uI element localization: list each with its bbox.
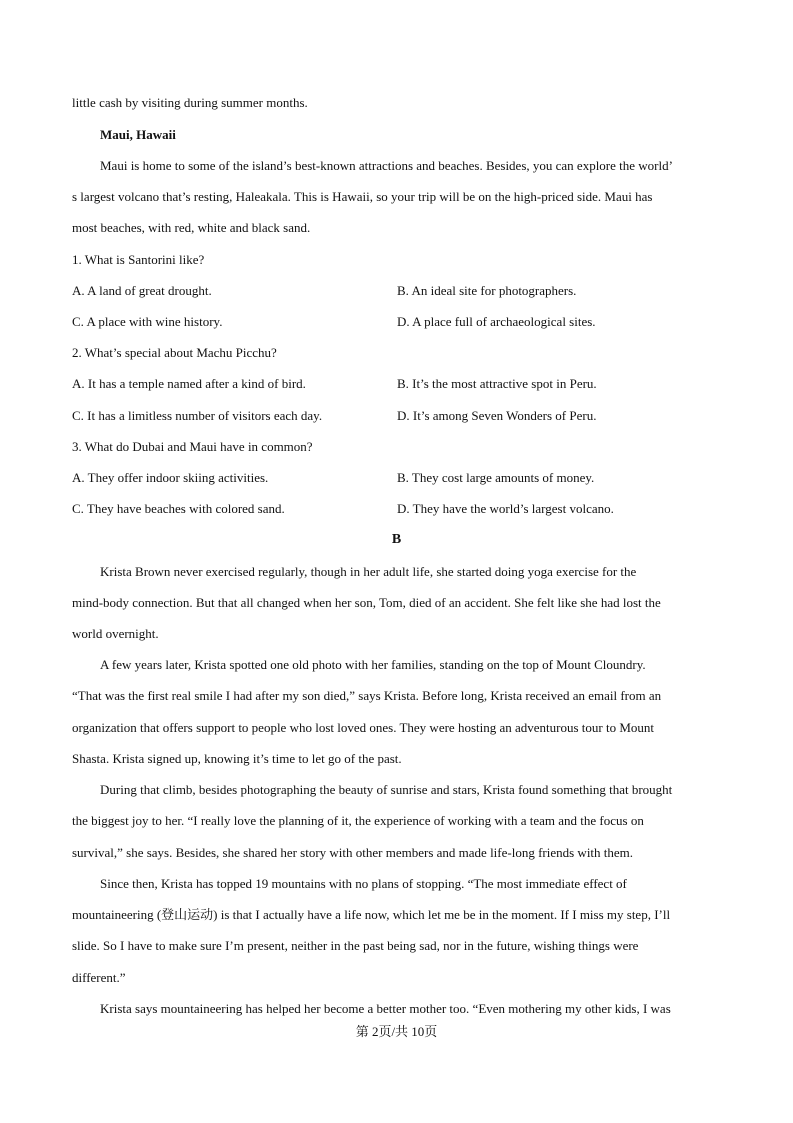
question-3-option-b: B. They cost large amounts of money. — [397, 470, 595, 485]
question-2-option-d: D. It’s among Seven Wonders of Peru. — [397, 408, 597, 423]
section-b-line-2: mind-body connection. But that all changed when her son, Tom, died of an accident. She felt like she had lost the — [72, 595, 661, 610]
section-b-line-10: survival,” she says. Besides, she shared her story with other members and made life-long friends with them. — [72, 845, 634, 860]
maui-heading: Maui, Hawaii — [100, 127, 176, 142]
question-2-option-b: B. It’s the most attractive spot in Peru. — [397, 376, 597, 391]
section-b-line-1: Krista Brown never exercised regularly, though in her adult life, she started doing yoga exercise for the — [100, 564, 637, 579]
section-b-line-12: mountaineering (登山运动) is that I actually have a life now, which let me be in the moment. If I miss my step, I’ll — [72, 907, 671, 922]
question-1-stem: 1. What is Santorini like? — [72, 252, 205, 267]
section-b-line-3: world overnight. — [72, 626, 159, 641]
question-2-option-a: A. It has a temple named after a kind of bird. — [72, 376, 306, 391]
section-b-line-5: “That was the first real smile I had after my son died,” says Krista. Before long, Krista received an email from an — [72, 688, 662, 703]
section-b-line-11: Since then, Krista has topped 19 mountains with no plans of stopping. “The most immediate effect of — [100, 876, 627, 891]
question-1-option-d: D. A place full of archaeological sites. — [397, 314, 596, 329]
question-3-option-a: A. They offer indoor skiing activities. — [72, 470, 269, 485]
question-3-option-d: D. They have the world’s largest volcano. — [397, 501, 614, 516]
question-1-option-b: B. An ideal site for photographers. — [397, 283, 577, 298]
section-b-line-6: organization that offers support to people who lost loved ones. They were hosting an adventurous tour to Mount — [72, 720, 655, 735]
section-b-heading: B — [391, 532, 402, 547]
section-b-line-9: the biggest joy to her. “I really love the planning of it, the experience of working with a team and the focus on — [72, 813, 644, 828]
maui-line-2: s largest volcano that’s resting, Haleakala. This is Hawaii, so your trip will be on the high-priced side. Maui has — [72, 189, 653, 204]
question-3-option-c: C. They have beaches with colored sand. — [72, 501, 285, 516]
section-b-line-4: A few years later, Krista spotted one old photo with her families, standing on the top of Mount Cloundry. — [100, 657, 646, 672]
question-1-option-c: C. A place with wine history. — [72, 314, 223, 329]
maui-line-3: most beaches, with red, white and black sand. — [72, 220, 311, 235]
section-b-line-8: During that climb, besides photographing the beauty of sunrise and stars, Krista found something that brought — [100, 782, 673, 797]
section-b-line-15: Krista says mountaineering has helped her become a better mother too. “Even mothering my other kids, I was — [100, 1001, 671, 1016]
question-3-stem: 3. What do Dubai and Maui have in common? — [72, 439, 313, 454]
question-1-option-a: A. A land of great drought. — [72, 283, 212, 298]
section-b-line-13: slide. So I have to make sure I’m present, neither in the past being sad, nor in the future, wishing things were — [72, 938, 639, 953]
question-2-option-c: C. It has a limitless number of visitors each day. — [72, 408, 323, 423]
maui-line-1: Maui is home to some of the island’s best-known attractions and beaches. Besides, you can explore the world’ — [100, 158, 673, 173]
passage-a-tail-line: little cash by visiting during summer months. — [72, 95, 308, 110]
section-b-line-14: different.” — [72, 970, 126, 985]
page-number-footer: 第 2页/共 10页 — [355, 1024, 438, 1039]
section-b-line-7: Shasta. Krista signed up, knowing it’s time to let go of the past. — [72, 751, 402, 766]
question-2-stem: 2. What’s special about Machu Picchu? — [72, 345, 277, 360]
